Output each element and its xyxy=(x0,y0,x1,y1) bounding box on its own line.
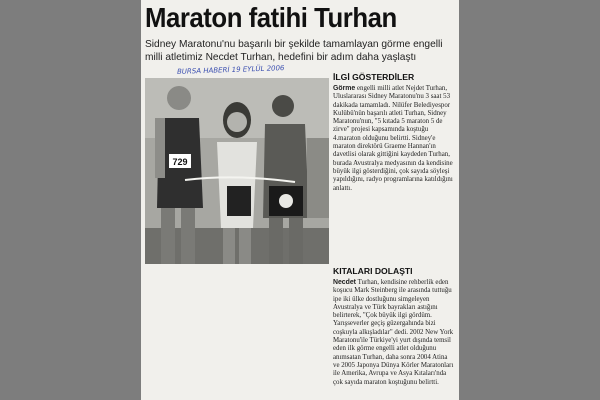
section-body xyxy=(333,85,455,193)
section-heading: KITALARI DOLAŞTI xyxy=(333,266,413,276)
bib-number: 729 xyxy=(172,157,188,167)
section-body xyxy=(333,279,455,387)
runners-photo-illustration xyxy=(145,78,329,264)
lead-word: Necdet xyxy=(333,279,356,286)
subheadline: Sidney Maratonu'nu başarılı bir şekilde tamamlayan görme engelli milli atletimiz Necdet Turhan, hedefini bir adım daha yaşlaştı xyxy=(145,39,443,63)
section-text: engelli milli atlet Nejdet Turhan, Uluslararası Sidney Maratonu'nu 3 saat 53 dakikada tamamladı. Nilüfer Belediyespor Kulübü'nün başarılı atleti Turhan, Sidney Maratonu'nun, "5 kıtada 5 maraton 5 de zirve" projesi kapsamında koştuğu 4.maraton olduğunu belirtti. Sidney'e maraton direktörü Graeme Hannan'ın davetlisi olarak gittiğini kaydeden Turhan, burada Avustralya medyasının da kendisine büyük ilgi gösterdiğini, çok sayıda söyleşi yapıldığını, radyo programlarına katıldığını anlattı. xyxy=(333,85,453,192)
newspaper-clipping xyxy=(141,0,459,400)
headline: Maraton fatihi Turhan xyxy=(145,2,397,33)
section-text: Turhan, kendisine rehberlik eden koşucu Mark Steinberg ile arasında tuttuğu ipe iki ülke dostluğunu simgeleyen Avustralya ve Türk bayrakları astığını belirterek, "Çok büyük ilgi gördüm. Yarışseverler geçiş güzergahında bizi coşkuyla alkışladılar" dedi. 2002 New York Maratonu'ile Türkiye'yi yurt dışında temsil eden ilk görme engelli atlet olduğunu anımsatan Turhan, daha sonra 2004 Atina ve 2005 Japonya Dünya Körler Maratonları ile Amerika, Avrupa ve Asya Kıtaları'nda çok sayıda maraton koştuğunu belirtti. xyxy=(333,279,454,386)
handwritten-date-annotation: BURSA HABERİ 19 EYLÜL 2006 xyxy=(176,64,285,76)
article-photo xyxy=(145,78,329,264)
section-heading: İLGİ GÖSTERDİLER xyxy=(333,72,415,82)
section-kitalari-dolasti xyxy=(333,266,455,387)
section-ilgi-gosterdiler xyxy=(333,72,455,193)
lead-word: Görme xyxy=(333,85,356,92)
